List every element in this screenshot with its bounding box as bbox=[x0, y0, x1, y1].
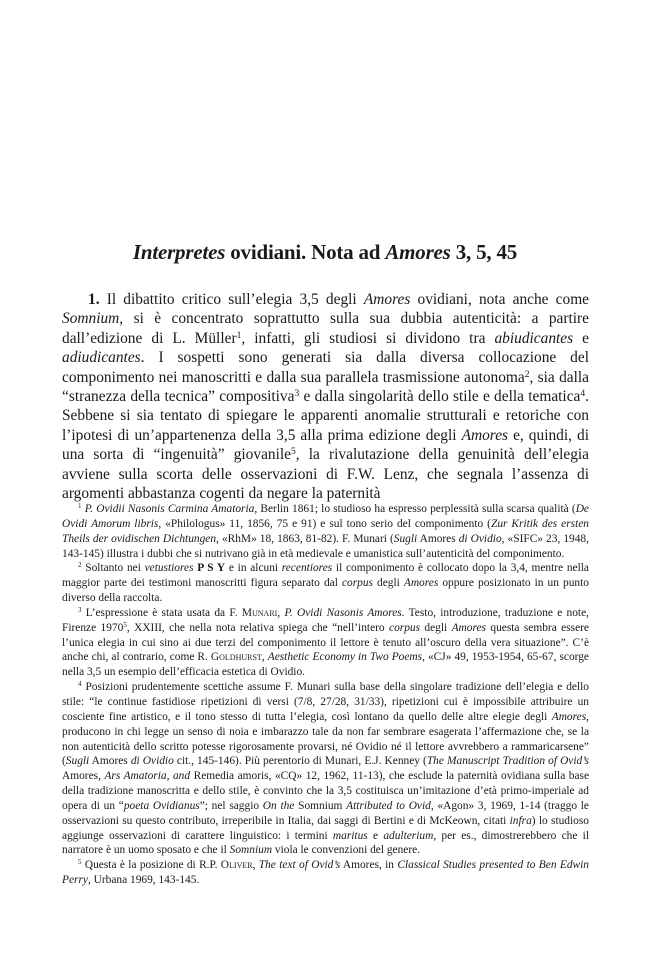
italic-run: corpus bbox=[341, 577, 373, 590]
text-run: , bbox=[261, 651, 268, 664]
text-run: L’espressione è stata usata da F. bbox=[81, 606, 242, 619]
text-run: cit., 145-146). Più perentorio di Munari, E.J. Kenney ( bbox=[173, 755, 427, 768]
footnote-number: 4 bbox=[78, 680, 82, 689]
footnote-2 bbox=[62, 561, 589, 606]
text-run: il componimento è collocato dopo la 3,4, mentre nella maggior parte dei testimoni manoscritti figura separato dal bbox=[62, 562, 589, 590]
italic-run: Zur Kritik des ersten Theils der ovidischen Dichtungen bbox=[62, 517, 589, 545]
italic-run: vetustiores bbox=[144, 562, 194, 575]
edition-superscript: 5 bbox=[123, 620, 127, 629]
text-run: ovidiani, nota anche come bbox=[410, 291, 590, 308]
footnote-number: 2 bbox=[78, 561, 82, 570]
text-run: Somnium bbox=[294, 799, 347, 812]
italic-run: Somnium bbox=[229, 844, 273, 857]
title-text: ovidiani. Nota ad bbox=[225, 240, 386, 265]
footnote-3 bbox=[62, 606, 589, 680]
text-run: e bbox=[367, 829, 384, 842]
italic-run: infra bbox=[509, 814, 532, 827]
italic-run: Amores bbox=[461, 426, 509, 444]
text-run: Amores bbox=[89, 755, 131, 768]
footnote-ref-3[interactable]: 3 bbox=[294, 387, 300, 399]
text-run: , si è concentrato soprattutto sulla sua dubbia autenticità: a partire dall’edizione di L. Müller bbox=[62, 310, 589, 347]
italic-run: and bbox=[172, 770, 191, 783]
text-run: e, quindi, di una sorta di “ingenuità” giovanile bbox=[62, 426, 589, 464]
text-run: , in bbox=[378, 859, 398, 872]
footnotes bbox=[62, 502, 589, 888]
text-run: . Sebbene si sia tentato di spiegare le apparenti anomalie strutturali e retoriche con l’ipotesi di un’appartenenza della 3,5 alla prima edizione degli bbox=[62, 388, 589, 444]
italic-run: abiudicantes bbox=[494, 329, 574, 347]
italic-run: Amores bbox=[451, 621, 486, 634]
text-run: , «CJ» 49, 1953-1954, 65-67, scorge nella 3,5 un esempio dell’efficacia estetica di Ovidio. bbox=[62, 651, 589, 679]
text-run: Amores, bbox=[62, 770, 105, 783]
italic-run: De Ovidi Amorum libris bbox=[62, 503, 589, 530]
text-run: . I sospetti sono generati sia dalla diversa collocazione del componimento nei manoscritti e dalla sua parallela trasmissione autonoma bbox=[62, 349, 589, 386]
text-run: , bbox=[166, 770, 173, 783]
text-run: , «SIFC» 23, 1948, 143-145) illustra i dubbi che si nutrivano già in età medievale e umanistica sull’autenticità del componimento. bbox=[62, 532, 589, 560]
italic-run: corpus bbox=[389, 621, 421, 634]
italic-run: Sugli bbox=[65, 755, 90, 768]
italic-run: poeta Ovidianus bbox=[123, 799, 200, 812]
footnote-ref-5[interactable]: 5 bbox=[290, 446, 296, 457]
author-name: Munari bbox=[241, 606, 278, 619]
text-run: ) lo studioso aggiunge osservazioni di carattere linguistico: i termini bbox=[62, 814, 589, 842]
text-run: , Urbana 1969, 143-145. bbox=[87, 874, 200, 887]
footnote-number: 1 bbox=[78, 502, 82, 511]
text-run: , bbox=[277, 606, 285, 619]
text-run: , producono in chi legge un senso di noia e imbarazzo tale da non far sembrare esagerata l’affermazione che, se la non autenticità dello scritto potesse rigorosamente provarsi, né Ovidio né il lettore avvrebbero a rammaricarsene” ( bbox=[62, 710, 589, 768]
text-run: , XXIII, che nella nota relativa spiega che “nell’intero bbox=[126, 621, 390, 634]
text-run: , infatti, gli studiosi si dividono tra bbox=[241, 329, 495, 347]
text-run: Remedia amoris, «CQ» 12, 1962, 11-13), che esclude la paternità ovidiana sulla base della tradizione manoscritta e dello stile, è convinto che la 3,5 costituisca un’imitazione d’età primo-imperiale ad opera di un “ bbox=[62, 770, 590, 812]
text-run: Amores bbox=[340, 859, 379, 872]
text-run: degli bbox=[372, 577, 404, 590]
italic-run: Amores bbox=[551, 710, 587, 723]
footnote-ref-2[interactable]: 2 bbox=[524, 368, 530, 380]
author-name: Goldhurst bbox=[210, 651, 262, 664]
italic-run: recentiores bbox=[281, 562, 333, 575]
footnote-4 bbox=[62, 680, 589, 858]
italic-run: P. Ovidii Nasonis Carmina Amatoria bbox=[84, 503, 255, 515]
footnote-5 bbox=[62, 858, 589, 888]
title-italic-amores: Amores bbox=[385, 240, 451, 265]
text-run: , sia dalla “stranezza della tecnica” compositiva bbox=[62, 368, 589, 406]
text-run: Soltanto nei bbox=[81, 562, 145, 575]
text-run: , bbox=[252, 859, 259, 872]
sigla: P S Y bbox=[197, 562, 226, 575]
italic-run: maritus bbox=[332, 829, 368, 842]
text-run: , la rivalutazione della genuinità dell’elegia avviene sulla scorta delle osservazioni di F.W. Lenz, che segnala l’assenza di argomenti abbastanza cogenti da negare la paternità bbox=[62, 446, 589, 503]
italic-run: Aesthetic Economy in Two Poems bbox=[267, 651, 423, 664]
text-run: degli bbox=[420, 621, 452, 634]
text-run: ”; nel saggio bbox=[199, 799, 263, 812]
italic-run: The Manuscript Tradition of Ovid’s bbox=[426, 755, 589, 768]
text-run: , «Agon» 3, 1969, 1-14 (traggo le osservazioni su questo contributo, irreperibile in Italia, dai saggi di Bertini e di McKeown, citati bbox=[62, 799, 589, 827]
text-run: , «Philologus» 11, 1856, 75 e 91) e sul tono serio del componimento ( bbox=[158, 517, 491, 530]
section-1-paragraph bbox=[62, 290, 589, 503]
footnote-ref-4[interactable]: 4 bbox=[580, 387, 586, 399]
title-reference: 3, 5, 45 bbox=[450, 240, 518, 265]
italic-run: The text of Ovid’s bbox=[258, 859, 341, 872]
title-italic-interpretes: Interpretes bbox=[132, 240, 226, 265]
footnote-ref-1[interactable]: 1 bbox=[236, 329, 242, 341]
text-run: e dalla singolarità dello stile e della tematica bbox=[299, 388, 581, 406]
italic-run: Classical Studies presented to Ben Edwin Perry bbox=[62, 859, 589, 887]
text-run: questa sembra essere l’unica elegia in cui sino ai due terzi del componimento il lettore è tenuto all’oscuro della vera situazione”. C’è anche chi, al contrario, come R. bbox=[62, 621, 589, 664]
author-name: Oliver bbox=[220, 859, 253, 872]
italic-run: P. Ovidi Nasonis Amores. bbox=[284, 606, 405, 619]
text-run: , Berlin 1861; lo studioso ha espresso perplessità sulla scarsa qualità ( bbox=[254, 503, 576, 515]
italic-run: Attributed to Ovid bbox=[346, 799, 431, 812]
text-run: oppure posizionato in un punto diverso della raccolta. bbox=[62, 577, 589, 605]
text-run: Questa è la posizione di R.P. bbox=[81, 859, 221, 872]
italic-run: di Ovidio bbox=[458, 532, 502, 545]
footnote-number: 5 bbox=[78, 858, 82, 867]
italic-run: On the bbox=[262, 799, 295, 812]
text-run: viola le convenzioni del genere. bbox=[272, 844, 421, 857]
italic-run: di Ovidio bbox=[130, 755, 174, 768]
text-run: , per es., dimostrerebbero che il narratore è un uomo sposato e che il bbox=[62, 829, 589, 857]
article-title bbox=[60, 238, 590, 266]
text-run: Testo, introduzione, traduzione e note, Firenze 1970 bbox=[62, 606, 589, 634]
footnote-number: 3 bbox=[78, 606, 82, 615]
italic-run: Amores bbox=[363, 291, 411, 308]
text-run: Posizioni prudentemente scettiche assume F. Munari sulla base della singolare tradizione dell’elegia e dello stile: “le continue fastidiose ripetizioni di versi (7/8, 27/28, 31/33), ripetizioni cui è impossibile attribuire un cosciente fine artistico, e il tono stesso di tutta l’elegia, così lontano da quello delle altre elegie degli bbox=[62, 681, 589, 723]
italic-run: Ars Amatoria bbox=[104, 770, 167, 783]
italic-run: adulterium bbox=[383, 829, 434, 842]
text-run: , «RhM» 18, 1863, 81-82). F. Munari ( bbox=[216, 532, 394, 545]
text-run: e bbox=[573, 329, 589, 347]
italic-run: adiudicantes bbox=[62, 349, 141, 367]
section-number: 1. bbox=[88, 291, 100, 308]
text-run: Amores bbox=[417, 532, 459, 545]
text-run: Il dibattito critico sull’elegia 3,5 degli bbox=[99, 291, 364, 308]
footnote-1 bbox=[62, 502, 589, 561]
italic-run: Sugli bbox=[393, 532, 418, 545]
italic-run: Amores bbox=[403, 577, 439, 590]
text-run: e in alcuni bbox=[225, 562, 282, 575]
italic-run: Somnium bbox=[62, 310, 120, 328]
